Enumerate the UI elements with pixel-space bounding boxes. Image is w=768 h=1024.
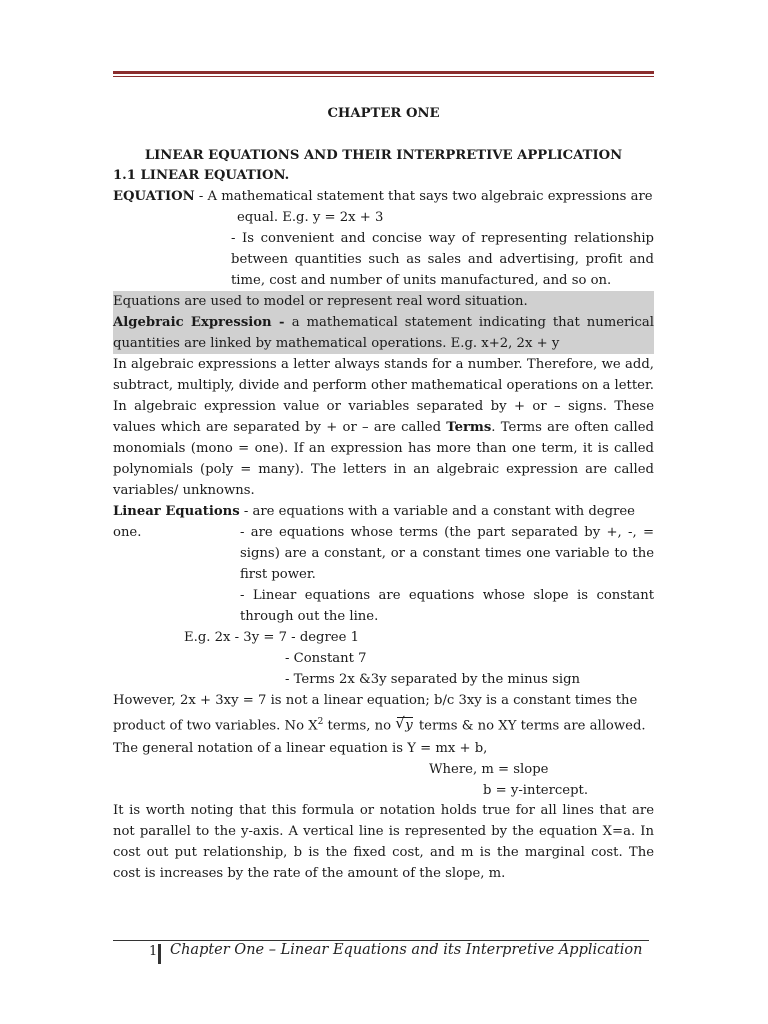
final-paragraph: It is worth noting that this formula or notation holds true for all lines that are not parallel to the y-axis. A vertical line is represented by the equation X=a. In cost out put relationship, b is the fixed cost, and m is the marginal cost. The cost is increases by the rate of the amount of the slope, m.	[113, 803, 654, 881]
chapter-title: CHAPTER ONE	[327, 106, 440, 121]
equation-def-detail: - Is convenient and concise way of representing relationship between quantities such as sales and advertising, profit and time, cost and number of units manufactured, and so on.	[231, 231, 654, 288]
linear-def3: - Linear equations are equations whose slope is constant through out the line.	[240, 588, 654, 624]
para1-end: . Terms are often called monomials (mono = one). If an expression has more than one term, it is called polynomials (poly = many). The letters in an algebraic expression are called variables/ unknowns.	[113, 420, 654, 498]
sqrt-y-symbol: √ y	[397, 717, 412, 734]
algebraic-expression-definition	[113, 312, 654, 354]
terms-word: Terms	[446, 420, 492, 435]
linear-term: Linear Equations	[113, 504, 240, 519]
linear-def1: - are equations with a variable and a constant with degree one.	[113, 504, 635, 540]
para1-text: In algebraic expressions a letter always stands for a number. Therefore, we add, subtract, multiply, divide and perform other mathematical operations on a letter. In algebraic expression value or variables separated by + or – signs. These values which are separated by + or – are called	[113, 357, 654, 435]
however-text-a: product of two variables. No X	[113, 718, 318, 734]
example-line1: E.g. 2x - 3y = 7 - degree 1	[184, 630, 359, 645]
equation-definition	[113, 186, 654, 207]
linear-def2: - are equations whose terms (the part separated by +, -, = signs) are a constant, or a constant times one variable to the first power.	[240, 525, 654, 582]
section-title: LINEAR EQUATIONS AND THEIR INTERPRETIVE APPLICATION	[144, 148, 623, 163]
however-line1: However, 2x + 3xy = 7 is not a linear equation; b/c 3xy is a constant times the	[113, 693, 638, 708]
general-notation: The general notation of a linear equation is Y = mx + b,	[113, 741, 488, 756]
example-line2: - Constant 7	[285, 651, 367, 666]
header-rule	[113, 71, 654, 74]
header-rule-thin	[113, 76, 654, 77]
algebraic-def: a mathematical statement indicating that numerical quantities are linked by mathematical operations. E.g. x+2, 2x + y	[113, 315, 654, 351]
where-m: Where, m = slope	[429, 762, 549, 777]
equation-def-line1: - A mathematical statement that says two algebraic expressions are	[194, 189, 653, 204]
however-line2	[113, 712, 654, 736]
algebraic-paragraph	[113, 354, 654, 501]
superscript-2: 2	[317, 717, 324, 727]
equation-example: equal. E.g. y = 2x + 3	[237, 210, 384, 225]
equation-term: EQUATION	[113, 189, 195, 204]
however-text-b: terms, no	[323, 718, 396, 734]
however-text-c: terms & no XY terms are allowed.	[414, 718, 646, 734]
footer-divider	[158, 944, 161, 964]
highlight-line: Equations are used to model or represent real word situation.	[113, 291, 654, 312]
example-line3: - Terms 2x &3y separated by the minus sign	[285, 672, 581, 687]
footer-title: Chapter One – Linear Equations and its Interpretive Application	[170, 942, 643, 958]
where-b: b = y-intercept.	[483, 783, 589, 798]
footer-page-number: 1	[149, 944, 158, 959]
subsection-title: 1.1 LINEAR EQUATION.	[113, 168, 290, 183]
algebraic-term: Algebraic Expression -	[113, 315, 292, 330]
footer-rule	[113, 940, 649, 941]
